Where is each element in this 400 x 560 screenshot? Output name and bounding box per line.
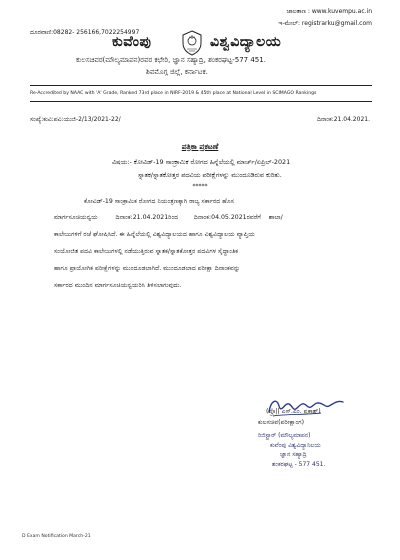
signatory-name: (ಪ್ರೊ|| ಎಸ್.ಎಂ. ಪ್ರಕಾಶ್) [266, 408, 321, 415]
body-line: ಸರ್ಕಾರದ ಮುಂದಿನ ಮಾರ್ಗಸೂಚಿಯನ್ವಯರಿಸಿ ತಿಳಿಸಲಾಗುವುದು. [54, 282, 182, 289]
body-line: ಸಂಯೋಜಿತ ಪದವಿ ಕಾಲೇಜುಗಳಲ್ಲಿ ನಡೆಯುತ್ತಿರುವ ಸ್ನಾತಕ/ಸ್ನಾತಕೋತ್ತರ ಪದವಿಗಳ ಸೈದ್ಧಾಂತಿಕ [54, 248, 239, 255]
official-stamp [258, 431, 325, 469]
stamp-line: ಕುವೆಂಪು ವಿಶ್ವವಿದ್ಯಾನಿಲಯ [270, 441, 321, 449]
footer-filename: D Exam Notification March-21 [22, 534, 91, 539]
reference-date: ದಿನಾಂಕ:21.04.2021. [317, 116, 370, 123]
subject-line-1: ವಿಷಯ:- ಕೋವಿಡ್-19 ಸಾಂಕ್ರಾಮಿಕ ರೋಗದ ಹಿನ್ನೆಲೆಯಲ್ಲಿ ಮಾರ್ಚ್/ಏಪ್ರಿಲ್-2021 [112, 158, 291, 166]
notice-heading: ಪತ್ರಿಕಾ ಪ್ರಕಟಣೆ [181, 142, 219, 151]
body-line: ಕಾಲೇಜುಗಳಿಗೆ ರಜೆ ಘೋಷಿಸಿದೆ. ಈ ಹಿನ್ನೆಲೆಯಲ್ಲಿ ವಿಶ್ವವಿದ್ಯಾಲಯದ ಹಾಗೂ ವಿಶ್ವವಿದ್ಯಾಲಯ ವ್ಯಾಪ್ತಿಯ [54, 231, 255, 238]
university-seal-icon [181, 30, 203, 56]
reference-number: ಸಂಖ್ಯೆ:ಕುವಿ:ಪವಿ:ಯುಜಿ-2/13/2021-22/ [30, 116, 121, 123]
university-name-part1: ಕುವೆಂಪು [112, 34, 152, 50]
accreditation-text: Re-Accredited by NAAC with 'A' Grade, Ranked 73rd place in NIRF-2019 & 45th place at National Level in SCIMAGO Rankings [30, 91, 317, 96]
email-text: ಇ-ಮೇಲ್: registrarku@gmail.com [278, 20, 372, 27]
body-line: ಕೋವಿಡ್-19 ಸಾಂಕ್ರಾಮಿಕ ರೋಗದ ನಿಯಂತ್ರಣಕ್ಕಾಗಿ ರಾಜ್ಯ ಸರ್ಕಾರದ ಹೊಸ [84, 198, 234, 205]
phone-text: ದೂರವಾಣಿ:08282- 256166,7022254997 [30, 29, 140, 36]
body-line: ಮಾರ್ಗಸೂಚಿಯನ್ವಯ ದಿನಾಂಕ:21.04.2021ರಿಂದ ದಿನಾಂಕ:04.05.2021ರವರೆಗೆ ಶಾಲಾ/ [54, 214, 283, 221]
university-name-part2: ವಿಶ್ವವಿದ್ಯಾಲಯ [210, 34, 282, 50]
signatory-title: ಕುಲಸಚಿವ(ಪರೀಕ್ಷಾಂಗ) [258, 419, 305, 426]
header-divider-bottom [30, 101, 372, 102]
separator-stars: ***** [192, 183, 208, 190]
stamp-line: ರಿಜಿಸ್ಟ್ರಾರ್ (ಮೌಲ್ಯಮಾಪನ) [258, 432, 311, 439]
district-text: ಶಿವಮೊಗ್ಗ ಜಿಲ್ಲೆ, ಕರ್ನಾಟಕ. [146, 68, 208, 76]
stamp-line: ಶಂಕರಘಟ್ಟ - 577 451. [272, 460, 326, 468]
body-line: ಹಾಗೂ ಪ್ರಾಯೋಗಿಕ ಪರೀಕ್ಷೆಗಳನ್ನು ಮುಂದೂಡಲಾಗಿದೆ. ಮುಂದೂಡಲಾದ ಪರೀಕ್ಷಾ ದಿನಾಂಕವನ್ನು [54, 265, 241, 272]
header-divider-top [30, 85, 372, 86]
subject-line-2: ಸ್ನಾತಕ/ಸ್ನಾತಕೋತ್ತರ ಪದವಿಯ ಪರೀಕ್ಷೆಗಳನ್ನು ಮುಂದೂಡಿರುವ ಕುರಿತು. [138, 171, 282, 179]
website-text: ಜಾಲತಾಣ : www.kuvempu.ac.in [286, 8, 372, 15]
stamp-line: ಜ್ಞಾನ ಸಹ್ಯಾದ್ರಿ [280, 451, 307, 459]
office-address: ಕುಲಸಚಿವರ(ಮೌಲ್ಯಮಾಪನ)ರವರ ಕಛೇರಿ, ಜ್ಞಾನ ಸಹ್ಯಾದ್ರಿ, ಶಂಕರಘಟ್ಟ-577 451. [76, 56, 266, 64]
